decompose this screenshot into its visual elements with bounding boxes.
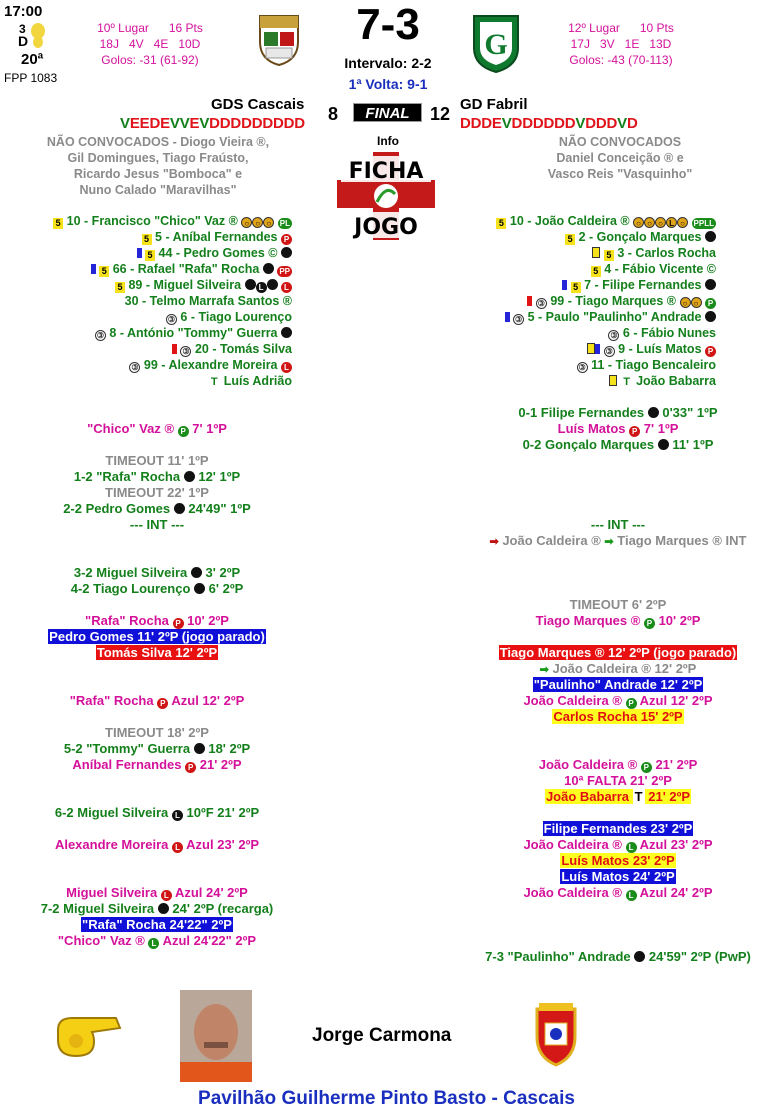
event: Alexandre Moreira L Azul 23' 2ºP — [54, 837, 260, 852]
home-player[interactable]: ③ 99 - Alexandre Moreira L — [0, 357, 292, 373]
association-crest-icon — [531, 1003, 581, 1067]
home-player[interactable]: ③ 8 - António "Tommy" Guerra — [0, 325, 292, 341]
form-result: D — [460, 115, 471, 132]
away-player[interactable]: 5 10 - João Caldeira ® ○ ○ ○ L ○ PPLL — [440, 213, 716, 229]
form-result: D — [209, 115, 220, 132]
fpp-code: FPP 1083 — [4, 71, 58, 85]
form-result: E — [139, 115, 150, 132]
away-lineup — [440, 213, 716, 390]
form-result: V — [120, 115, 130, 132]
away-position: 12 — [430, 104, 451, 124]
away-player[interactable]: ③ 5 - Paulo "Paulinho" Andrade — [440, 309, 716, 325]
info-link[interactable]: Info — [377, 134, 399, 148]
form-result: D — [564, 115, 576, 132]
lion-icon — [30, 22, 46, 48]
form-result: D — [522, 115, 533, 132]
foul-count: 10ª FALTA 21' 2ºP — [564, 773, 672, 788]
form-result: D — [294, 115, 305, 132]
interval: --- INT --- — [129, 517, 185, 532]
ficha-jogo-logo[interactable] — [335, 150, 437, 242]
goal: 0-1 Filipe Fernandes 0'33" 1ºP — [518, 405, 718, 420]
form-result: D — [470, 115, 482, 132]
event: Miguel Silveira L Azul 24' 2ºP — [66, 885, 248, 900]
form-result: D — [606, 115, 618, 132]
away-player[interactable]: 5 7 - Filipe Fernandes — [440, 277, 716, 293]
event: "Rafa" Rocha P 10' 2ºP — [85, 613, 229, 628]
form-result: V — [501, 115, 512, 132]
halftime-score: Intervalo: 2-2 — [344, 55, 432, 71]
yellow-card-event: Carlos Rocha 15' 2ºP — [553, 709, 683, 724]
home-player[interactable]: 5 66 - Rafael "Rafa" Rocha PP — [0, 261, 292, 277]
division-badge: 3 D — [18, 22, 48, 52]
form-result: D — [543, 115, 555, 132]
away-player[interactable]: 5 3 - Carlos Rocha — [440, 245, 716, 261]
form-result: D — [595, 115, 607, 132]
form-result: D — [532, 115, 544, 132]
away-player[interactable]: ③ 99 - Tiago Marques ® ○ ○ P — [440, 293, 716, 309]
form-result: E — [189, 115, 200, 132]
blue-card-event: "Paulinho" Andrade 12' 2ºP — [533, 677, 703, 692]
ficha-text: FICHA — [348, 159, 424, 184]
home-position: 8 — [328, 104, 339, 124]
blue-card-event: Filipe Fernandes 23' 2ºP — [543, 821, 693, 836]
form-result: D — [149, 115, 161, 132]
substitution: ➡ João Caldeira ® ➡ Tiago Marques ® INT — [489, 533, 747, 548]
goal: 0-2 Gonçalo Marques 11' 1ºP — [522, 437, 714, 452]
form-result: D — [230, 115, 242, 132]
goal: 7-3 "Paulinho" Andrade 24'59" 2ºP (PwP) — [485, 949, 751, 964]
goal: 2-2 Pedro Gomes 24'49" 1ºP — [63, 501, 251, 516]
form-result: D — [626, 115, 638, 132]
referee-name[interactable]: Jorge Carmona — [312, 1025, 452, 1046]
yellow-card-event: Luís Matos 23' 2ºP — [561, 853, 675, 868]
away-crest-icon — [470, 12, 522, 74]
home-lineup — [0, 213, 292, 390]
home-coach[interactable]: T Luís Adrião — [210, 374, 292, 388]
form-result: E — [160, 115, 170, 132]
substitution: ➡ João Caldeira ® 12' 2ºP — [539, 661, 697, 676]
event: João Caldeira ® P 21' 2ºP — [538, 757, 698, 772]
round: 20ª — [21, 51, 44, 68]
venue[interactable]: Pavilhão Guilherme Pinto Basto - Cascais — [198, 1088, 575, 1109]
arrow-in-icon: ➡ — [539, 664, 549, 676]
home-not-called: NÃO CONVOCADOS - Diogo Vieira ®, Gil Domingues, Tiago Fraústo, Ricardo Jesus "Bomboca" e Nuno Calado "Maravilhas" — [46, 135, 270, 197]
home-crest-icon — [256, 12, 302, 67]
home-stats: 10º Lugar 16 Pts 18J 4V 4E 10D Golos: -31 (61-92) — [97, 21, 203, 67]
interval: --- INT --- — [590, 517, 646, 532]
home-form — [120, 115, 305, 132]
form-result: E — [129, 115, 140, 132]
away-coach[interactable]: T João Babarra — [440, 373, 716, 390]
goal: 1-2 "Rafa" Rocha 12' 1ºP — [73, 469, 241, 484]
event: "Chico" Vaz ® L Azul 24'22" 2ºP — [57, 933, 257, 948]
jogo-text: JOGO — [354, 215, 418, 240]
form-result: V — [199, 115, 210, 132]
first-leg-score: 1ª Volta: 9-1 — [348, 76, 428, 92]
form-result: V — [179, 115, 190, 132]
form-result: V — [575, 115, 586, 132]
form-result: D — [251, 115, 263, 132]
final-score: 7-3 — [356, 0, 420, 49]
event: "Chico" Vaz ® P 7' 1ºP — [87, 421, 227, 436]
home-player[interactable]: 5 5 - Aníbal Fernandes P — [0, 229, 292, 245]
home-player[interactable]: 30 - Telmo Marrafa Santos ® — [124, 294, 292, 308]
timeout: TIMEOUT 18' 2ºP — [105, 725, 209, 740]
goal: 7-2 Miguel Silveira 24' 2ºP (recarga) — [40, 901, 274, 916]
form-result: D — [585, 115, 596, 132]
yellow-card-event: João Babarra T 21' 2ºP — [545, 789, 691, 804]
svg-text:G: G — [484, 28, 508, 61]
away-not-called: NÃO CONVOCADOS Daniel Conceição ® e Vasco Reis "Vasquinho" — [547, 135, 693, 181]
form-result: D — [481, 115, 492, 132]
home-player[interactable]: 5 10 - Francisco "Chico" Vaz ® ○ ○ ○ PL — [0, 213, 292, 229]
goal: 6-2 Miguel Silveira L 10ºF 21' 2ºP — [54, 805, 260, 820]
away-player[interactable]: ③ 6 - Fábio Nunes — [610, 326, 716, 340]
away-player[interactable]: ③ 11 - Tiago Bencaleiro — [578, 358, 716, 372]
goal: 3-2 Miguel Silveira 3' 2ºP — [73, 565, 241, 580]
form-result: V — [169, 115, 180, 132]
form-result: D — [554, 115, 565, 132]
match-time: 17:00 — [4, 3, 43, 20]
form-result: D — [511, 115, 523, 132]
home-player[interactable]: 5 89 - Miguel Silveira L L — [0, 277, 292, 293]
event: Luís Matos P 7' 1ºP — [557, 421, 679, 436]
blue-card-event: Pedro Gomes 11' 2ºP (jogo parado) — [49, 629, 265, 644]
event: "Rafa" Rocha P Azul 12' 2ºP — [69, 693, 245, 708]
red-card-event: Tiago Marques ® 12' 2ºP (jogo parado) — [499, 645, 737, 660]
goal: 5-2 "Tommy" Guerra 18' 2ºP — [63, 741, 251, 756]
home-team-name[interactable]: GDS Cascais — [211, 96, 305, 113]
arrow-in-icon: ➡ — [604, 536, 614, 548]
away-player[interactable]: 5 4 - Fábio Vicente © — [440, 261, 716, 277]
away-player[interactable]: ③ 9 - Luís Matos P — [440, 341, 716, 357]
form-result: D — [272, 115, 284, 132]
home-player[interactable]: 5 44 - Pedro Gomes © — [0, 245, 292, 261]
form-result: D — [219, 115, 231, 132]
timeout: TIMEOUT 6' 2ºP — [569, 597, 667, 612]
whistle-icon — [52, 1010, 124, 1060]
away-team-name[interactable]: GD Fabril — [460, 96, 528, 113]
timeout: TIMEOUT 22' 1ºP — [105, 485, 209, 500]
referee-photo[interactable] — [180, 990, 252, 1082]
event: Tiago Marques ® P 10' 2ºP — [535, 613, 701, 628]
goal: 4-2 Tiago Lourenço 6' 2ºP — [70, 581, 244, 596]
form-result: D — [283, 115, 295, 132]
home-player[interactable]: ③ 20 - Tomás Silva — [0, 341, 292, 357]
event: João Caldeira ® L Azul 24' 2ºP — [523, 885, 713, 900]
away-stats: 12º Lugar 10 Pts 17J 3V 1E 13D Golos: -43 (70-113) — [568, 21, 674, 67]
arrow-out-icon: ➡ — [489, 536, 499, 548]
form-result: V — [617, 115, 627, 132]
event: Aníbal Fernandes P 21' 2ºP — [72, 757, 242, 772]
event: João Caldeira ® L Azul 23' 2ºP — [523, 837, 713, 852]
blue-card-event: Luís Matos 24' 2ºP — [561, 869, 675, 884]
form-result: D — [262, 115, 273, 132]
home-player[interactable]: ③ 6 - Tiago Lourenço — [167, 310, 292, 324]
form-result: E — [491, 115, 502, 132]
final-badge: FINAL — [353, 103, 422, 122]
blue-card-event: "Rafa" Rocha 24'22" 2ºP — [82, 917, 232, 932]
red-card-event: Tomás Silva 12' 2ºP — [96, 645, 218, 660]
event: João Caldeira ® P Azul 12' 2ºP — [523, 693, 713, 708]
form-result: D — [241, 115, 252, 132]
away-player[interactable]: 5 2 - Gonçalo Marques — [440, 229, 716, 245]
away-form — [460, 115, 638, 132]
timeout: TIMEOUT 11' 1ºP — [105, 453, 209, 468]
